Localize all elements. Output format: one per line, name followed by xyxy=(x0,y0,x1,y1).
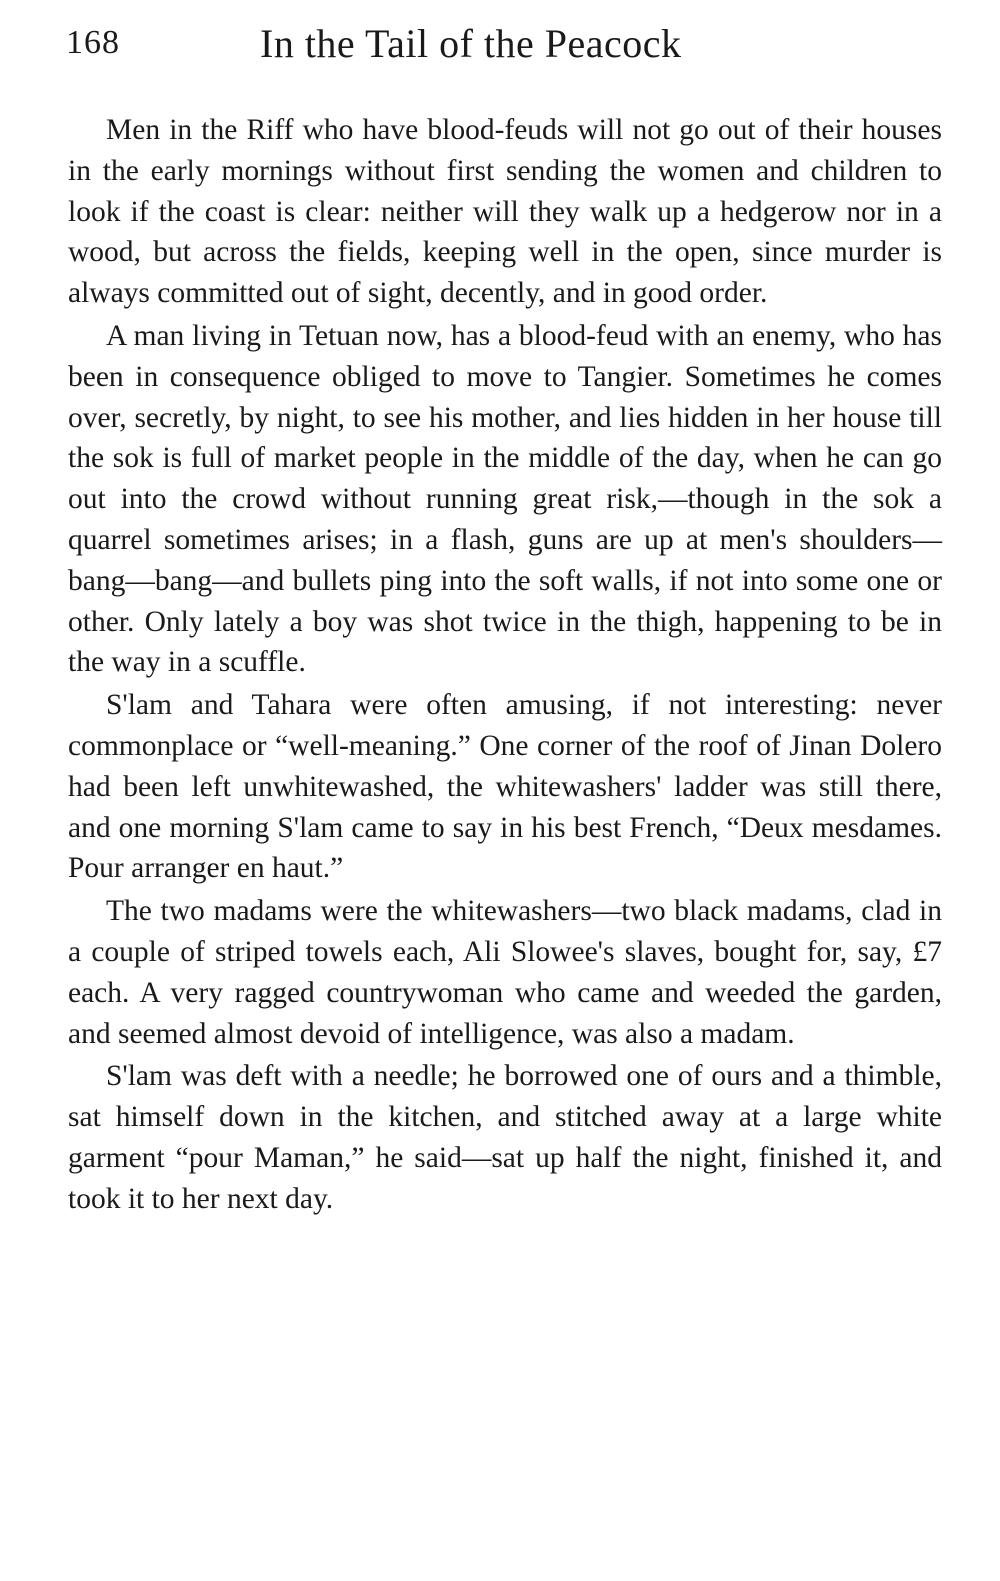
paragraph-needle: S'lam was deft with a needle; he borrowed one of ours and a thimble, sat himself down in the kitchen, and stitched away at a large white garment “pour Maman,” he said—sat up half the night, finished it, and took it to her next day. xyxy=(68,1060,942,1215)
paragraph-tetuan: A man living in Tetuan now, has a blood-feud with an enemy, who has been in consequence obliged to move to Tangier. Sometimes he comes over, secretly, by night, to see his mother, and lies hidden in her house till the sok is full of market people in the middle of the day, when he can go out into the crowd without running great risk,—though in the sok a quarrel sometimes arises; in a flash, guns are up at men's shoulders—bang—bang—and bullets ping into the soft walls, if not into some one or other. Only lately a boy was shot twice in the thigh, happening to be in the way in a scuffle. xyxy=(68,319,942,679)
running-head: In the Tail of the Peacock xyxy=(260,21,682,66)
body-text xyxy=(68,110,942,1222)
paragraph-blood-feuds: Men in the Riff who have blood-feuds will not go out of their houses in the early mornings without first sending the women and children to look if the coast is clear: neither will they walk up a hedgerow nor in a wood, but across the fields, keeping well in the open, since murder is always committed out of sight, decently, and in good order. xyxy=(68,114,942,310)
paragraph-slam-tahara: S'lam and Tahara were often amusing, if not interesting: never commonplace or “well-meaning.” One corner of the roof of Jinan Dolero had been left unwhitewashed, the whitewashers' ladder was still there, and one morning S'lam came to say in his best French, “Deux mesdames. Pour arranger en haut.” xyxy=(68,689,942,885)
page-number: 168 xyxy=(66,24,120,61)
paragraph-madams: The two madams were the whitewashers—two black madams, clad in a couple of striped towels each, Ali Slowee's slaves, bought for, say, £7 each. A very ragged countrywoman who came and weeded the garden, and seemed almost devoid of intelligence, was also a madam. xyxy=(68,895,942,1050)
